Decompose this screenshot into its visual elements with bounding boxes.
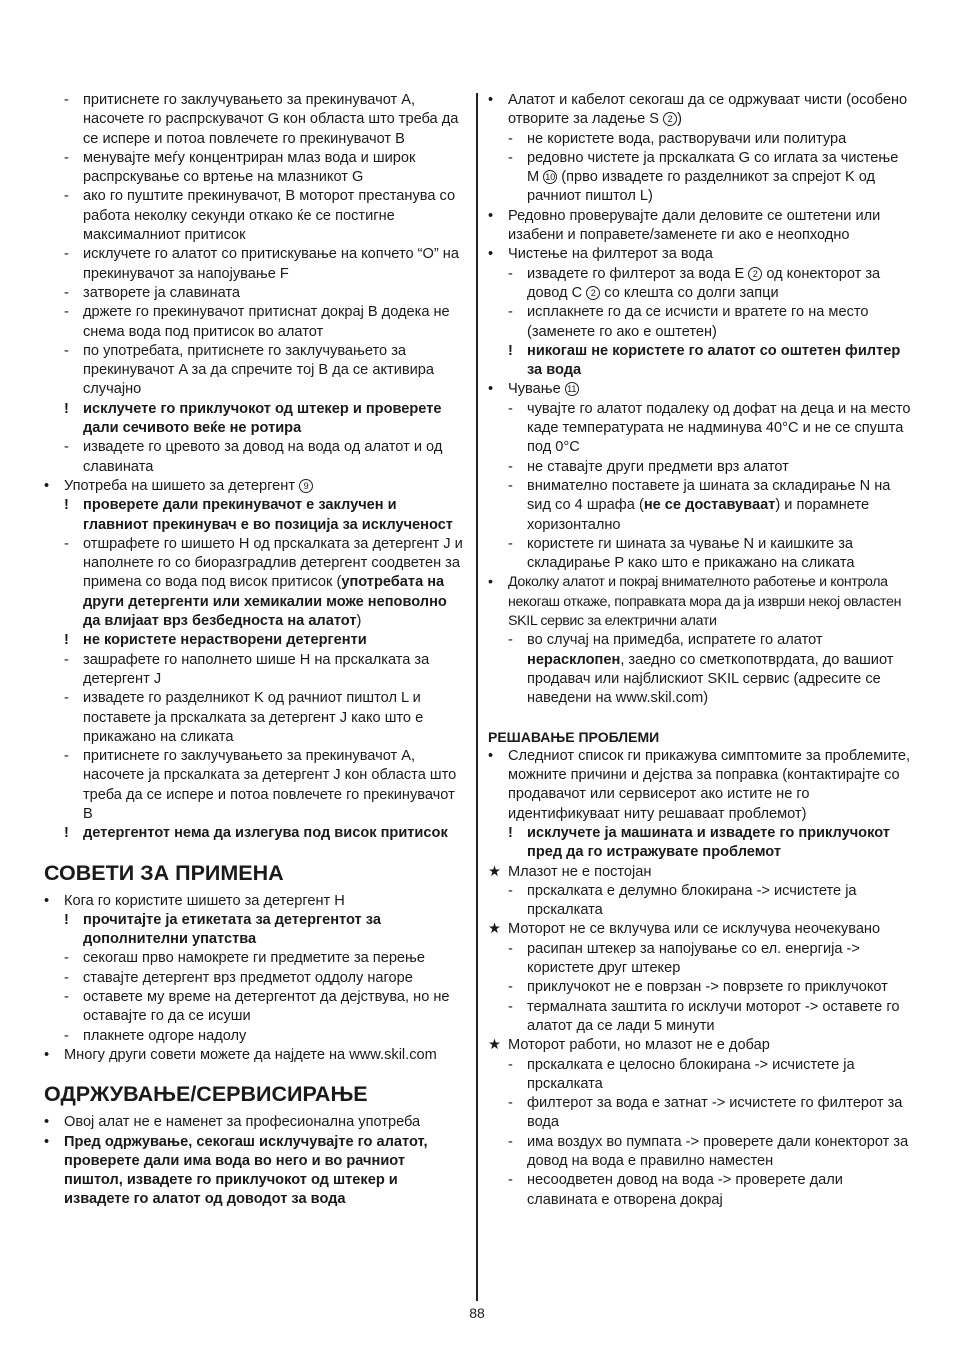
text-run: Пред одржување, секогаш исклучувајте го алатот, проверете дали има вода во него и во рачниот пиштол, извадете го приклучокот од штекер и извадете го алатот од доводот за вода <box>64 1133 428 1208</box>
dash-marker: - <box>508 458 513 475</box>
item-text <box>508 863 912 882</box>
list-item <box>488 245 912 264</box>
list-item <box>488 207 912 246</box>
warning-marker: ! <box>508 824 513 841</box>
text-run: затворете ја славината <box>83 284 241 301</box>
text-run: приклучокот не е поврзан -> поврзете го приклучокот <box>527 979 888 996</box>
item-text <box>527 882 912 921</box>
text-run: прскалката е целосно блокирана -> исчистете ја прскалката <box>527 1056 855 1092</box>
text-run: прочитајте ја етикетата за детергентот за дополнителни упатства <box>83 911 381 948</box>
item-text <box>527 824 912 863</box>
text-run: исклучете го алатот со притискување на копчето “O” на прекинувачот за напојување F <box>83 246 459 282</box>
item-text <box>83 747 466 824</box>
text-run: од конекторот за довод C <box>527 265 881 301</box>
section-heading: ОДРЖУВАЊЕ/СЕРВИСИРАЊЕ <box>44 1082 368 1107</box>
item-text <box>83 949 466 968</box>
dash-marker: - <box>64 149 69 166</box>
sub-list-item <box>44 969 466 988</box>
list-item <box>44 1046 466 1065</box>
dash-marker: - <box>64 1027 69 1044</box>
warning-marker: ! <box>64 911 69 928</box>
item-text <box>508 245 912 264</box>
dash-marker: - <box>64 304 69 321</box>
column-divider <box>476 93 478 1301</box>
sub-list-item <box>44 1027 466 1046</box>
sub-list-item <box>44 911 466 950</box>
sub-list-item <box>44 949 466 968</box>
dash-marker: - <box>508 477 513 494</box>
item-text <box>508 207 912 246</box>
bullet-marker: • <box>488 246 494 263</box>
text-run: со клешта со долги запци <box>600 284 779 301</box>
item-text <box>527 1056 912 1095</box>
item-text <box>83 1027 466 1046</box>
item-text <box>83 284 466 303</box>
sub-list-item <box>44 689 466 747</box>
dash-marker: - <box>508 1133 513 1150</box>
dash-marker: - <box>64 246 69 263</box>
text-run: држете го прекинувачот притиснат докрај B додека не снема вода под притисок во алатот <box>83 304 450 340</box>
item-text <box>64 1113 466 1132</box>
text-run: расипан штекер за напојување со ел. енергија -> користете друг штекер <box>527 940 860 977</box>
text-run: во случај на примедба, испратете го алатот <box>527 632 823 649</box>
text-run: Следниот список ги прикажува симптомите за проблемите, можните причини и дејства за поправка (контактирајте со продавачот или сервисерот ако истите не го идентификуваат ниту решаваат проблемот) <box>508 747 911 822</box>
star-icon: ★ <box>488 921 502 938</box>
sub-list-item <box>488 130 912 149</box>
text-run: извадете го цревото за довод на вода од алатот и од славината <box>83 439 443 475</box>
item-text <box>527 998 912 1037</box>
text-run: Млазот не е постојан <box>508 863 652 880</box>
left-column <box>44 91 466 1210</box>
dash-marker: - <box>64 651 69 668</box>
sub-list-item <box>44 187 466 245</box>
text-run: редовно чистете ја прскалката G со иглата за чистење M <box>527 149 899 186</box>
subsection-heading: РЕШАВАЊЕ ПРОБЛЕМИ <box>488 728 660 745</box>
item-text <box>83 91 466 149</box>
dash-marker: - <box>508 979 513 996</box>
bullet-marker: • <box>488 381 494 398</box>
dash-marker: - <box>508 149 513 166</box>
dash-marker: - <box>508 940 513 957</box>
sub-list-item <box>488 1171 912 1210</box>
dash-marker: - <box>64 535 69 552</box>
circled-number-icon: 9 <box>299 479 313 493</box>
text-run: проверете дали прекинувачот е заклучен и главниот прекинувач е во позиција за исклученост <box>83 497 453 533</box>
item-text <box>83 438 466 477</box>
sub-list-item <box>44 303 466 342</box>
item-text <box>527 149 912 207</box>
sub-list-item <box>488 1094 912 1133</box>
text-run: притиснете го заклучувањето за прекинувачот A, насочете го распрскувачот G кон областа што треба да се испере и потоа повлечете го прекинувачот B <box>83 92 459 147</box>
sub-list-item <box>44 535 466 631</box>
item-text <box>83 496 466 535</box>
dash-marker: - <box>508 130 513 147</box>
sub-list-item <box>488 978 912 997</box>
dash-marker: - <box>508 998 513 1015</box>
dash-marker: - <box>64 748 69 765</box>
sub-list-item <box>44 988 466 1027</box>
warning-marker: ! <box>64 400 69 417</box>
item-text <box>83 689 466 747</box>
section-heading: СОВЕТИ ЗА ПРИМЕНА <box>44 860 284 885</box>
text-run: Употреба на шишето за детергент <box>64 477 296 494</box>
text-run: плакнете одгоре надолу <box>83 1027 247 1044</box>
item-text <box>527 130 912 149</box>
list-item <box>488 380 912 399</box>
sub-list-item <box>44 631 466 650</box>
text-run: Редовно проверувајте дали деловите се оштетени или изабени и поправете/заменете ги ако е неопходно <box>508 207 881 244</box>
item-text <box>527 1133 912 1172</box>
sub-list-item <box>44 149 466 188</box>
page-number: 88 <box>469 1305 485 1321</box>
bullet-marker: • <box>44 1114 50 1131</box>
text-run: Кога го користите шишето за детергент H <box>64 892 345 909</box>
right-column <box>488 91 912 1210</box>
list-item <box>488 863 912 882</box>
item-text <box>527 631 912 708</box>
item-text <box>83 187 466 245</box>
dash-marker: - <box>508 882 513 899</box>
text-run: Моторот не се вклучува или се исклучува неочекувано <box>508 921 881 938</box>
bullet-marker: • <box>488 574 493 591</box>
text-run: отшрафете го шишето H од прскалката за детергент J и наполнете го со биоразградлив детергент соодветен за примена со вода под висок притисок ( <box>83 535 463 591</box>
item-text <box>83 988 466 1027</box>
item-text <box>83 651 466 690</box>
item-text <box>527 458 912 477</box>
item-text <box>527 1171 912 1210</box>
text-run: термалната заштита го исклучи моторот -> оставете го алатот да се лади 5 минути <box>527 998 900 1034</box>
text-run: исплакнете го да се исчисти и вратете го на место (заменете го ако е оштетен) <box>527 304 869 340</box>
circled-number-icon: 10 <box>545 172 556 183</box>
item-text <box>527 303 912 342</box>
dash-marker: - <box>508 1095 513 1112</box>
bullet-marker: • <box>44 1133 50 1150</box>
bold-text: нерасклопен <box>527 651 621 668</box>
dash-marker: - <box>508 400 513 417</box>
dash-marker: - <box>508 265 513 282</box>
text-run: , заедно со сметкопотврдата, до вашиот продавач или најблискиот SKIL сервис (адресите се наведени на www.skil.com) <box>527 651 894 707</box>
sub-list-item <box>488 998 912 1037</box>
dash-marker: - <box>64 989 69 1006</box>
list-item <box>44 892 466 911</box>
text-run: зашрафете го наполнето шише H на прскалката за детергент J <box>83 651 430 687</box>
text-run: никогаш не користете го алатот со оштетен филтер за вода <box>527 342 901 379</box>
sub-list-item <box>44 245 466 284</box>
sub-list-item <box>488 535 912 574</box>
text-run: Чистење на филтерот за вода <box>508 246 713 263</box>
text-run: прскалката е делумно блокирана -> исчистете ја прскалката <box>527 882 857 919</box>
item-text <box>508 747 912 824</box>
dash-marker: - <box>64 188 69 205</box>
sub-list-item <box>488 824 912 863</box>
dash-marker: - <box>64 342 69 359</box>
item-text <box>83 400 466 439</box>
list-item <box>488 747 912 824</box>
item-text <box>83 824 466 843</box>
text-run: менувајте меѓу концентриран млаз вода и широк распрскување со вртење на млазникот G <box>83 149 416 186</box>
item-text <box>508 573 912 631</box>
sub-list-item <box>44 747 466 824</box>
text-run: ) <box>677 111 682 128</box>
dash-marker: - <box>508 1172 513 1189</box>
text-run: Овој алат не е наменет за професионална употреба <box>64 1114 421 1131</box>
text-run: оставете му време на детергентот да дејствува, но не оставајте го да се исуши <box>83 989 450 1025</box>
dash-marker: - <box>508 632 513 649</box>
text-run: ставајте детергент врз предметот оддолу нагоре <box>83 969 413 986</box>
warning-marker: ! <box>64 497 69 514</box>
item-text <box>527 477 912 535</box>
sub-list-item <box>44 651 466 690</box>
list-item <box>488 91 912 130</box>
item-text <box>83 535 466 631</box>
item-text <box>527 400 912 458</box>
circled-number-icon: 2 <box>748 267 762 281</box>
dash-marker: - <box>64 950 69 967</box>
text-run: Доколку алатот и покрај внимателното работење и контрола некогаш откаже, поправката мора да ја изврши некој овластен SKIL сервис за електрични алати <box>508 574 902 630</box>
text-run: Моторот работи, но млазот не е добар <box>508 1037 770 1054</box>
dash-marker: - <box>508 1056 513 1073</box>
text-run: (прво извадете го разделникот за спрејот K од рачниот пиштол L) <box>527 169 876 205</box>
text-run: не ставајте други предмети врз алатот <box>527 458 789 475</box>
list-item <box>488 920 912 939</box>
dash-marker: - <box>64 969 69 986</box>
dash-marker: - <box>64 690 69 707</box>
item-text <box>83 911 466 950</box>
sub-list-item <box>488 940 912 979</box>
list-item <box>488 1036 912 1055</box>
text-run: има воздух во пумпата -> проверете дали конекторот за довод на вода е правилно наместен <box>527 1133 909 1170</box>
item-text <box>508 380 912 399</box>
text-run: ) и порамнете хоризонтално <box>527 497 870 533</box>
text-run: Чување <box>508 381 561 398</box>
text-run: исклучете ја машината и извадете го приклучокот пред да го истражувате проблемот <box>527 824 890 861</box>
circled-number-icon: 2 <box>586 286 600 300</box>
bullet-marker: • <box>488 207 494 224</box>
text-run: внимателно поставете ја шината за складирање N на ѕид со 4 шрафа ( <box>527 477 891 514</box>
bold-text: не се доставуваат <box>643 497 776 514</box>
sub-list-item <box>488 265 912 304</box>
dash-marker: - <box>64 439 69 456</box>
sub-list-item <box>488 400 912 458</box>
text-run: исклучете го приклучокот од штекер и проверете дали сечивото веќе не ротира <box>83 400 442 437</box>
sub-list-item <box>488 1056 912 1095</box>
item-text <box>527 978 912 997</box>
bullet-marker: • <box>44 1046 50 1063</box>
item-text <box>83 149 466 188</box>
item-text <box>64 892 466 911</box>
sub-list-item <box>44 91 466 149</box>
item-text <box>527 342 912 381</box>
text-run: користете ги шината за чување N и каишките за складирање P како што е прикажано на сликата <box>527 535 855 572</box>
dash-marker: - <box>508 535 513 552</box>
list-item <box>488 573 912 631</box>
item-text <box>83 303 466 342</box>
text-run: не користете нерастворени детергенти <box>83 632 367 649</box>
item-text <box>83 342 466 400</box>
text-run: филтерот за вода е затнат -> исчистете го филтерот за вода <box>527 1095 903 1131</box>
text-run: детергентот нема да излегува под висок притисок <box>83 825 448 842</box>
circled-number-icon: 11 <box>565 382 579 396</box>
item-text <box>64 477 466 496</box>
item-text <box>83 631 466 650</box>
bullet-marker: • <box>488 92 494 108</box>
sub-list-item <box>488 882 912 921</box>
text-run: извадете го разделникот K од рачниот пиштол L и поставете ја прскалката за детергент J како што е прикажано на сликата <box>83 690 424 745</box>
list-item <box>44 1133 466 1210</box>
text-run: несоодветен довод на вода -> проверете дали славината е отворена докрај <box>527 1172 843 1208</box>
dash-marker: - <box>64 284 69 301</box>
sub-list-item <box>44 400 466 439</box>
warning-marker: ! <box>64 632 69 649</box>
list-item <box>44 1113 466 1132</box>
circled-number-icon: 2 <box>663 112 677 126</box>
sub-list-item <box>488 477 912 535</box>
sub-list-item <box>44 438 466 477</box>
text-run: притиснете го заклучувањето за прекинувачот A, насочете ја прскалката за детергент J кон областа што треба да се испере и потоа повлечете го прекинувачот B <box>83 748 457 822</box>
sub-list-item <box>488 458 912 477</box>
text-run: по употребата, притиснете го заклучувањето за прекинувачот A за да спречите тој B да се активира случајно <box>83 342 434 398</box>
warning-marker: ! <box>508 342 513 359</box>
star-icon: ★ <box>488 1037 502 1054</box>
sub-list-item <box>44 824 466 843</box>
sub-list-item <box>488 631 912 708</box>
text-run: Многу други совети можете да најдете на www.skil.com <box>64 1046 437 1063</box>
item-text <box>83 245 466 284</box>
sub-list-item <box>488 303 912 342</box>
item-text <box>83 969 466 988</box>
warning-marker: ! <box>64 825 69 842</box>
text-run: ) <box>356 613 362 630</box>
text-run: ако го пуштите прекинувачот, B моторот престанува со работа неколку секунди откако ќе се постигне максималниот притисок <box>83 188 456 244</box>
item-text <box>527 535 912 574</box>
sub-list-item <box>44 342 466 400</box>
sub-list-item <box>488 149 912 207</box>
item-text <box>508 91 912 130</box>
text-run: Алатот и кабелот секогаш да се одржуваат чисти (особено отворите за ладење S <box>508 92 908 128</box>
item-text <box>508 920 912 939</box>
dash-marker: - <box>64 92 69 108</box>
star-icon: ★ <box>488 863 502 880</box>
item-text <box>64 1133 466 1210</box>
sub-list-item <box>44 496 466 535</box>
text-run: не користете вода, растворувачи или политура <box>527 130 847 147</box>
sub-list-item <box>44 284 466 303</box>
bold-text: употребата на други детергенти или хемикалии може неповолно да влијаат врз безбедноста на алатот <box>83 574 447 630</box>
dash-marker: - <box>508 304 513 321</box>
item-text <box>527 265 912 304</box>
bullet-marker: • <box>488 747 494 764</box>
item-text <box>527 1094 912 1133</box>
sub-list-item <box>488 1133 912 1172</box>
item-text <box>508 1036 912 1055</box>
text-run: секогаш прво намокрете ги предметите за перење <box>83 950 426 967</box>
sub-list-item <box>488 342 912 381</box>
bullet-marker: • <box>44 892 50 909</box>
list-item <box>44 477 466 496</box>
text-run: чувајте го алатот подалеку од дофат на деца и на место каде температурата не надминува 40°C и не се спушта под 0°C <box>527 400 911 456</box>
bullet-marker: • <box>44 477 50 494</box>
text-run: извадете го филтерот за вода E <box>527 265 745 282</box>
item-text <box>64 1046 466 1065</box>
item-text <box>527 940 912 979</box>
